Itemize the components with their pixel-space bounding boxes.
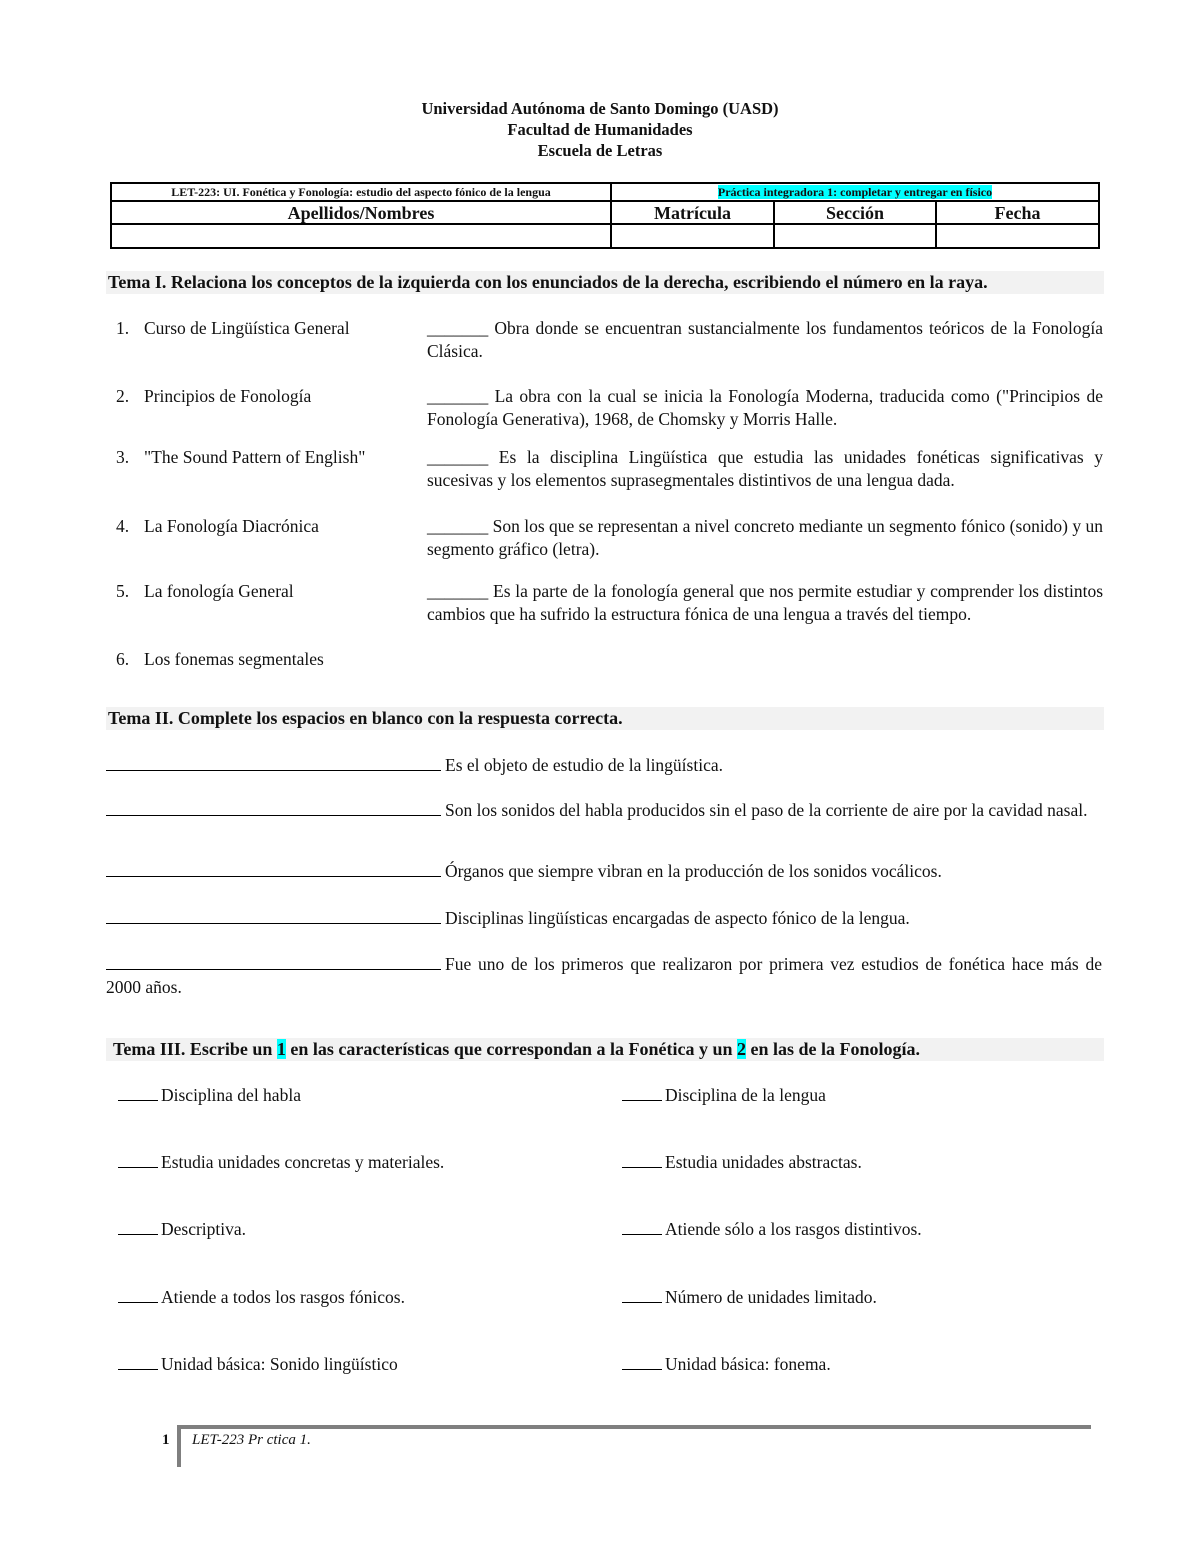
match-description[interactable]: _______ Es la disciplina Lingüística que estudia las unidades fonéticas significativas y sucesivas y los elementos suprasegmentales distintivos de una lengua dada. (427, 447, 1103, 490)
list-item: 1. Curso de Lingüística General (116, 318, 350, 338)
names-input-cell[interactable] (111, 224, 611, 248)
answer-blank[interactable] (106, 907, 441, 924)
answer-blank[interactable] (622, 1084, 662, 1101)
fill-item: Es el objeto de estudio de la lingüística. (106, 754, 1102, 777)
answer-blank[interactable] (622, 1218, 662, 1235)
fill-item: Órganos que siempre vibran en la producción de los sonidos vocálicos. (106, 860, 1102, 883)
list-item: 5. La fonología General (116, 581, 294, 601)
answer-blank[interactable] (622, 1151, 662, 1168)
feature-item: Estudia unidades concretas y materiales. (118, 1151, 444, 1174)
answer-blank[interactable] (118, 1151, 158, 1168)
practice-label: Práctica integradora 1: completar y entregar en físico (717, 185, 993, 199)
school-name: Escuela de Letras (537, 141, 663, 160)
feature-item: Descriptiva. (118, 1218, 246, 1241)
match-description[interactable]: _______ La obra con la cual se inicia la Fonología Moderna, traducida como ("Principios de Fonología Generativa), 1968, de Chomsky y Morris Halle. (427, 386, 1103, 429)
document-header (0, 98, 1200, 161)
page-number: 1 (162, 1432, 170, 1448)
answer-blank[interactable] (106, 953, 441, 970)
answer-blank[interactable] (622, 1286, 662, 1303)
fill-item: Son los sonidos del habla producidos sin el paso de la corriente de aire por la cavidad nasal. (106, 799, 1102, 822)
matricula-input-cell[interactable] (611, 224, 774, 248)
answer-blank[interactable] (118, 1084, 158, 1101)
feature-item: Número de unidades limitado. (622, 1286, 877, 1309)
highlight-1: 1 (276, 1039, 286, 1059)
header-fecha: Fecha (936, 201, 1099, 224)
answer-blank[interactable] (106, 799, 441, 816)
answer-blank[interactable] (106, 754, 441, 771)
footer-text: LET-223 Pr ctica 1. (192, 1432, 311, 1448)
feature-item: Estudia unidades abstractas. (622, 1151, 862, 1174)
seccion-input-cell[interactable] (774, 224, 936, 248)
feature-item: Unidad básica: Sonido lingüístico (118, 1353, 398, 1376)
match-description[interactable]: _______ Es la parte de la fonología general que nos permite estudiar y comprender los distintos cambios que ha sufrido la estructura fónica de una lengua a través del tiempo. (427, 581, 1103, 624)
university-name: Universidad Autónoma de Santo Domingo (UASD) (421, 99, 779, 118)
answer-blank[interactable] (118, 1218, 158, 1235)
faculty-name: Facultad de Humanidades (507, 120, 693, 139)
fill-item: Fue uno de los primeros que realizaron por primera vez estudios de fonética hace más de 2000 años. (106, 954, 1102, 997)
answer-blank[interactable] (118, 1353, 158, 1370)
feature-item: Unidad básica: fonema. (622, 1353, 831, 1376)
feature-item: Atiende a todos los rasgos fónicos. (118, 1286, 405, 1309)
answer-blank[interactable] (106, 860, 441, 877)
tema3-title: Tema III. Escribe un 1 en las características que correspondan a la Fonética y un 2 en las de la Fonología. (106, 1038, 1104, 1061)
list-item: 3. "The Sound Pattern of English" (116, 447, 366, 467)
footer-divider (180, 1425, 1091, 1429)
feature-item: Atiende sólo a los rasgos distintivos. (622, 1218, 922, 1241)
header-names: Apellidos/Nombres (111, 201, 611, 224)
answer-blank[interactable] (118, 1286, 158, 1303)
tema2-title: Tema II. Complete los espacios en blanco con la respuesta correcta. (106, 707, 1104, 730)
list-item: 6. Los fonemas segmentales (116, 649, 324, 669)
fill-item: Disciplinas lingüísticas encargadas de aspecto fónico de la lengua. (106, 907, 1102, 930)
fecha-input-cell[interactable] (936, 224, 1099, 248)
feature-item: Disciplina del habla (118, 1084, 301, 1107)
header-seccion: Sección (774, 201, 936, 224)
list-item: 4. La Fonología Diacrónica (116, 516, 319, 536)
highlight-2: 2 (737, 1039, 747, 1059)
match-description[interactable]: _______ Son los que se representan a nivel concreto mediante un segmento fónico (sonido) y un segmento gráfico (letra). (427, 516, 1104, 559)
answer-blank[interactable] (622, 1353, 662, 1370)
footer-vertical-bar (177, 1425, 181, 1467)
student-info-table (110, 182, 1100, 249)
tema1-title: Tema I. Relaciona los conceptos de la izquierda con los enunciados de la derecha, escribiendo el número en la raya. (106, 271, 1104, 294)
feature-item: Disciplina de la lengua (622, 1084, 826, 1107)
match-description[interactable]: _______ Obra donde se encuentran sustancialmente los fundamentos teóricos de la Fonología Clásica. (427, 318, 1103, 361)
list-item: 2. Principios de Fonología (116, 386, 312, 406)
header-matricula: Matrícula (611, 201, 774, 224)
practice-cell (611, 183, 1099, 201)
course-cell: LET-223: UI. Fonética y Fonología: estudio del aspecto fónico de la lengua (111, 183, 611, 201)
